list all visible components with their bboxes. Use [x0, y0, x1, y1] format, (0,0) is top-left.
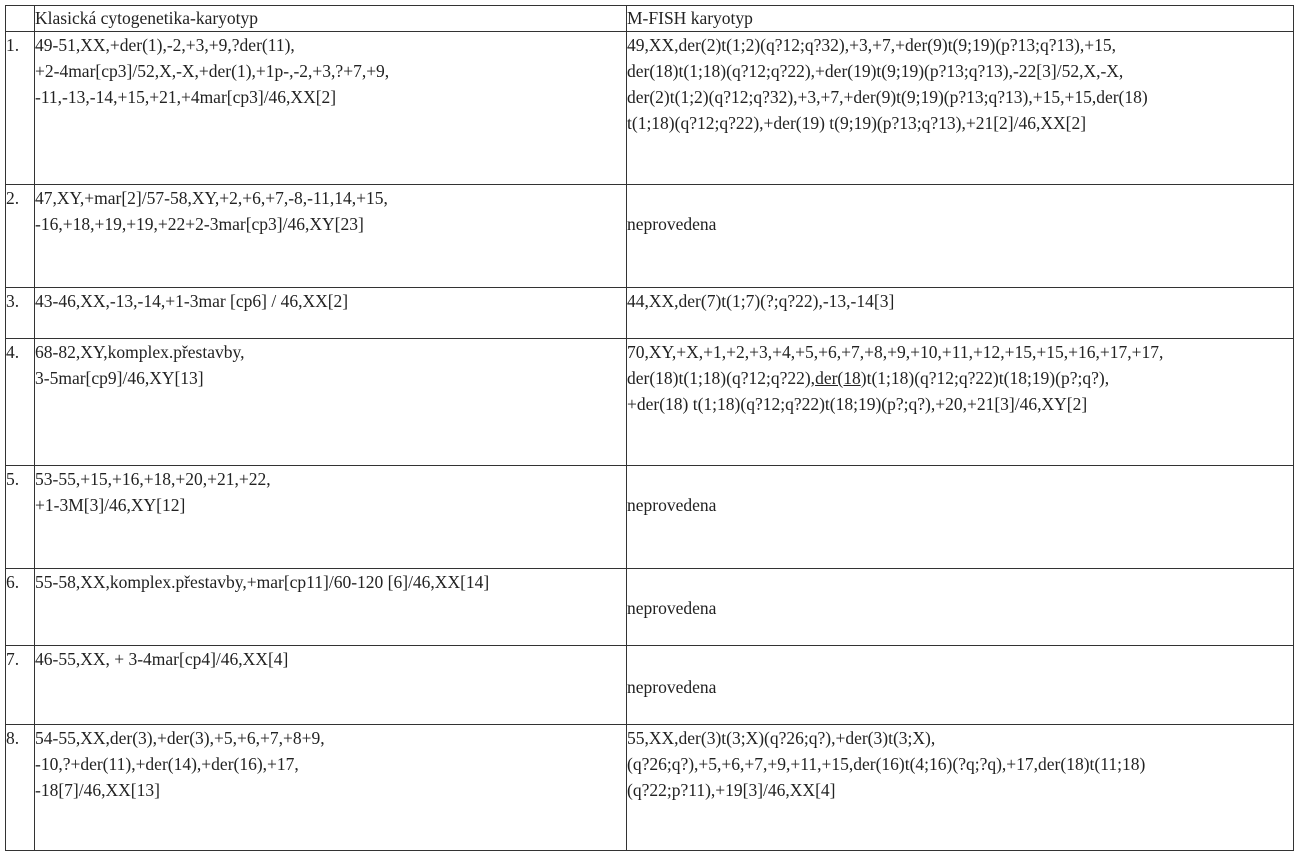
klasicka-karyotyp-cell: 53-55,+15,+16,+18,+20,+21,+22, +1-3M[3]/46,XY[12] — [35, 466, 627, 569]
row-number: 7. — [6, 646, 35, 725]
row-number: 2. — [6, 185, 35, 288]
klasicka-karyotyp-cell: 43-46,XX,-13,-14,+1-3mar [cp6] / 46,XX[2] — [35, 288, 627, 339]
mfish-text: neprovedena — [627, 598, 717, 618]
klasicka-karyotyp-cell: 55-58,XX,komplex.přestavby,+mar[cp11]/60-120 [6]/46,XX[14] — [35, 569, 627, 646]
row-number: 4. — [6, 339, 35, 466]
row-number: 5. — [6, 466, 35, 569]
karyotype-table — [5, 5, 1294, 851]
mfish-text: neprovedena — [627, 214, 717, 234]
mfish-karyotyp-cell — [627, 339, 1294, 466]
mfish-karyotyp-cell — [627, 569, 1294, 646]
mfish-karyotyp-cell — [627, 466, 1294, 569]
table-row — [6, 185, 1294, 288]
header-klasicka-cytogenetika: Klasická cytogenetika-karyotyp — [35, 6, 627, 32]
table-row — [6, 466, 1294, 569]
mfish-underlined-text: der(18 — [815, 368, 861, 388]
mfish-karyotyp-cell — [627, 288, 1294, 339]
header-number — [6, 6, 35, 32]
header-mfish: M-FISH karyotyp — [627, 6, 1294, 32]
mfish-karyotyp-cell — [627, 725, 1294, 851]
mfish-text-continued: )t(1;18)(q?12;q?22)t(18;19)(p?;q?), +der(18) t(1;18)(q?12;q?22)t(18;19)(p?;q?),+20,+21[3]/46,XY[2] — [627, 368, 1110, 414]
mfish-text: 44,XX,der(7)t(1;7)(?;q?22),-13,-14[3] — [627, 291, 895, 311]
mfish-text: 49,XX,der(2)t(1;2)(q?12;q?32),+3,+7,+der(9)t(9;19)(p?13;q?13),+15, der(18)t(1;18)(q?12;q?22),+der(19)t(9;19)(p?13;q?13),-22[3]/52,X,-X, der(2)t(1;2)(q?12;q?32),+3,+7,+der(9)t(9;19)(p?13;q?13),+15,+15,der(18) t(1;18)(q?12;q?22),+der(19) t(9;19)(p?13;q?13),+21[2]/46,XX[2] — [627, 35, 1148, 133]
mfish-karyotyp-cell — [627, 32, 1294, 185]
mfish-text: neprovedena — [627, 495, 717, 515]
mfish-karyotyp-cell — [627, 185, 1294, 288]
table-row — [6, 569, 1294, 646]
klasicka-karyotyp-cell: 47,XY,+mar[2]/57-58,XY,+2,+6,+7,-8,-11,14,+15, -16,+18,+19,+19,+22+2-3mar[cp3]/46,XY[23] — [35, 185, 627, 288]
mfish-text: 55,XX,der(3)t(3;X)(q?26;q?),+der(3)t(3;X), (q?26;q?),+5,+6,+7,+9,+11,+15,der(16)t(4;16)(?q;?q),+17,der(18)t(11;18) (q?22;p?11),+19[3]/46,XX[4] — [627, 728, 1146, 800]
table-row — [6, 646, 1294, 725]
row-number: 1. — [6, 32, 35, 185]
klasicka-karyotyp-cell: 46-55,XX, + 3-4mar[cp4]/46,XX[4] — [35, 646, 627, 725]
mfish-text: neprovedena — [627, 677, 717, 697]
table-row — [6, 725, 1294, 851]
table-row — [6, 339, 1294, 466]
klasicka-karyotyp-cell: 54-55,XX,der(3),+der(3),+5,+6,+7,+8+9, -10,?+der(11),+der(14),+der(16),+17, -18[7]/46,XX[13] — [35, 725, 627, 851]
row-number: 6. — [6, 569, 35, 646]
row-number: 3. — [6, 288, 35, 339]
header-row — [6, 6, 1294, 32]
row-number: 8. — [6, 725, 35, 851]
mfish-text: 70,XY,+X,+1,+2,+3,+4,+5,+6,+7,+8,+9,+10,+11,+12,+15,+15,+16,+17,+17, der(18)t(1;18)(q?12;q?22), — [627, 342, 1164, 388]
klasicka-karyotyp-cell: 68-82,XY,komplex.přestavby, 3-5mar[cp9]/46,XY[13] — [35, 339, 627, 466]
klasicka-karyotyp-cell: 49-51,XX,+der(1),-2,+3,+9,?der(11), +2-4mar[cp3]/52,X,-X,+der(1),+1p-,-2,+3,?+7,+9, -11,-13,-14,+15,+21,+4mar[cp3]/46,XX[2] — [35, 32, 627, 185]
table-row — [6, 32, 1294, 185]
table-row — [6, 288, 1294, 339]
mfish-karyotyp-cell — [627, 646, 1294, 725]
